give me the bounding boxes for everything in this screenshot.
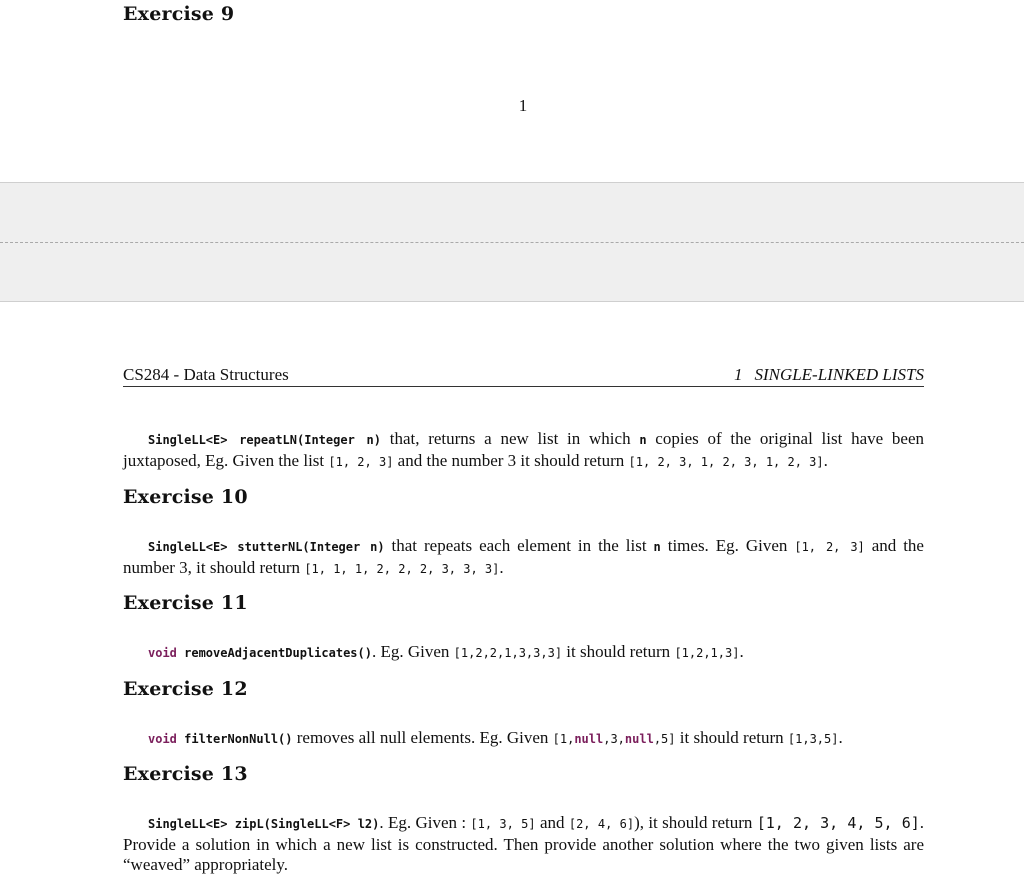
method-name: removeAdjacentDuplicates() [176,646,372,660]
code-list-part: [1, [552,732,575,746]
text: . [739,642,744,661]
method-signature: SingleLL<E> zipL(SingleLL<F> l2) [148,817,380,831]
keyword: void [148,646,177,660]
exercise-10-heading: Exercise 10 [123,486,248,508]
code-list-part: ,5] [653,732,676,746]
method-name: filterNonNull() [176,732,293,746]
code-list: [1, 2, 3] [794,540,865,554]
section-title [734,365,924,385]
text: . Provide a solution in which a new list is constructed. Then provide another solution where the two given lists are “weaved” appropriately. [123,813,924,874]
exercise-11-text [123,642,924,664]
text: . Eg. Given [371,642,454,661]
text: . [838,728,843,747]
page-number: 1 [518,96,528,115]
exercise-13-heading: Exercise 13 [123,763,248,785]
code-result: [1, 1, 1, 2, 2, 2, 3, 3, 3] [304,561,500,576]
param: n [653,540,661,554]
exercise-12-heading: Exercise 12 [123,678,248,700]
code-list: [1,2,2,1,3,3,3] [453,646,563,660]
code-list: [1, 2, 3] [328,454,394,469]
text: ), it should return [634,813,757,832]
code-list-part: ,3, [603,732,625,746]
text: and [535,813,569,832]
text: . [823,450,828,470]
text: that, returns a new list in which [380,429,640,448]
previous-page [0,0,1024,182]
code-list-b: [2, 4, 6] [568,817,635,831]
text: and the number 3, it should return [123,536,924,577]
course-title: CS284 - Data Structures [123,365,289,384]
text: . [499,557,504,577]
code-result: [1,2,1,3] [674,646,740,660]
running-header [123,364,924,387]
exercise-9-heading: Exercise 9 [123,3,235,25]
exercise-9-text [123,429,924,472]
null-keyword: null [574,732,604,746]
null-keyword: null [624,732,654,746]
text: . Eg. Given : [379,813,471,832]
method-signature: SingleLL<E> repeatLN(Integer n) [148,433,381,447]
text: it should return [562,642,675,661]
param: n [639,433,647,447]
exercise-11-heading: Exercise 11 [123,592,248,614]
text: it should return [675,728,788,747]
text: times. Eg. Given [660,536,795,555]
exercise-12-text [123,728,924,750]
code-list-a: [1, 3, 5] [470,817,536,831]
text: removes all null elements. Eg. Given [292,728,553,747]
keyword: void [148,732,177,746]
text: that repeats each element in the list [384,536,654,555]
section-name: SINGLE-LINKED LISTS [754,365,924,384]
code-result: [1, 2, 3, 4, 5, 6] [756,814,920,832]
section-number: 1 [733,365,743,384]
code-result: [1, 2, 3, 1, 2, 3, 1, 2, 3] [628,454,824,469]
exercise-10-text [123,536,924,579]
page-break-divider [0,242,1024,243]
code-result: [1,3,5] [787,732,839,746]
page-break [0,182,1024,302]
text: and the number 3 it should return [393,450,629,470]
exercise-13-text [123,813,924,876]
method-signature: SingleLL<E> stutterNL(Integer n) [148,540,385,554]
text: copies of the original list have been juxtaposed, Eg. Given the list [123,429,925,470]
